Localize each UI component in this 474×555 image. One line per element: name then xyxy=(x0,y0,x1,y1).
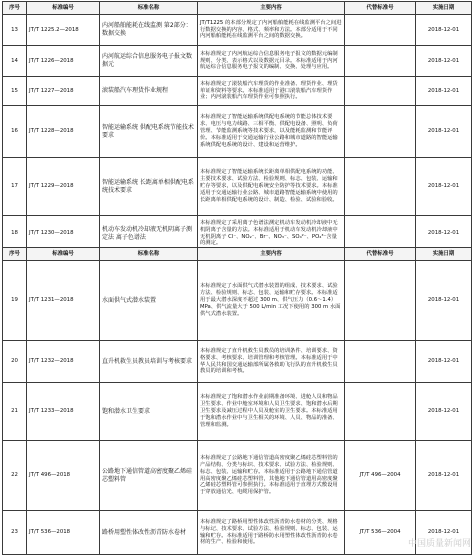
row-content: 本标准规定了智能运输系统供配电系统的节能总体技术要求、电压与电力线路、三相平衡、供配电设备、照明、负荷管理、节能监测系统等技术要求，以及能耗监测和节能评价。本标准适用于交通运输行业公路和城市道路的智能运输系统供配电系统的设计、建设和运营维护。 xyxy=(198,106,345,158)
row-std-no: JT/T 1232—2018 xyxy=(27,341,100,383)
row-date: 2018-12-01 xyxy=(416,216,472,252)
row-std-no: JT/T 1227—2018 xyxy=(27,77,100,106)
row-std-no: JT/T 1230—2018 xyxy=(27,216,100,252)
row-name: 路桥用塑性体改性沥青防水卷材 xyxy=(100,511,198,555)
row-no: 16 xyxy=(3,106,27,158)
header-no: 序号 xyxy=(3,248,27,261)
row-no: 22 xyxy=(3,441,27,511)
header-std-no: 标准编号 xyxy=(27,2,100,15)
row-date: 2018-12-01 xyxy=(416,158,472,216)
row-replaced xyxy=(345,106,416,158)
row-replaced xyxy=(345,77,416,106)
row-std-no: JT/T 496—2018 xyxy=(27,441,100,511)
row-no: 13 xyxy=(3,15,27,46)
row-name: 内河航运综合信息服务电子报文数据元 xyxy=(100,46,198,77)
table-row xyxy=(3,441,472,511)
standards-table-1 xyxy=(2,1,472,252)
table-header-row xyxy=(3,248,472,261)
header-std-no: 标准编号 xyxy=(27,248,100,261)
row-replaced xyxy=(345,158,416,216)
table-row xyxy=(3,15,472,46)
header-date: 实施日期 xyxy=(416,248,472,261)
row-content: 本标准规定了采用离子色谱法测定机动车发动机冷却液中无机阴离子含量的方法。本标准适用于机动车发动机冷却液中无机阴离子 Cl⁻、NO₂⁻、Br⁻、NO₃⁻、SO₄²⁻、PO₄³⁻含量的测定。 xyxy=(198,216,345,252)
table-row xyxy=(3,511,472,555)
row-content: JT/T1225 的本部分规定了内河船舶能耗在线监测平台之间进行数据交换的内容、格式、频率和方法。本部分适用于不同内河船舶能耗在线监测平台之间的数据交换。 xyxy=(198,15,345,46)
row-replaced xyxy=(345,341,416,383)
row-date: 2018-12-01 xyxy=(416,261,472,341)
table-header-row xyxy=(3,2,472,15)
row-content: 本标准规定了滚装船汽车理货的作业准备、理货作业、理货单证和资料等要求。本标准适用于港口滚装船汽车理货作业；内河滚装船汽车理货作业可参照执行。 xyxy=(198,77,345,106)
row-no: 14 xyxy=(3,46,27,77)
row-name: 水面供气式潜水装置 xyxy=(100,261,198,341)
row-name: 智能运输系统 长距离单相供配电系统技术要求 xyxy=(100,158,198,216)
table-row xyxy=(3,341,472,383)
row-date: 2018-12-01 xyxy=(416,341,472,383)
row-replaced: JT/T 496—2004 xyxy=(345,441,416,511)
row-replaced xyxy=(345,261,416,341)
header-name: 标准名称 xyxy=(100,248,198,261)
row-no: 19 xyxy=(3,261,27,341)
table-row xyxy=(3,158,472,216)
row-name: 智能运输系统 供配电系统节能技术要求 xyxy=(100,106,198,158)
row-no: 21 xyxy=(3,383,27,441)
table-row xyxy=(3,261,472,341)
row-no: 17 xyxy=(3,158,27,216)
row-no: 20 xyxy=(3,341,27,383)
header-date: 实施日期 xyxy=(416,2,472,15)
row-date: 2018-12-01 xyxy=(416,77,472,106)
header-replaced: 代替标准号 xyxy=(345,2,416,15)
row-std-no: JT/T 1233—2018 xyxy=(27,383,100,441)
row-date: 2018-12-01 xyxy=(416,441,472,511)
row-content: 本标准规定了直升机救生员教员的培训条件、培训要求、资格要求、考核要求、培训管理和考核管理。本标准适用于中华人民共和国交通运输部所属各救助飞行队的直升机救生员教员的培训和考核。 xyxy=(198,341,345,383)
header-content: 主要内容 xyxy=(198,248,345,261)
row-content: 本标准规定了智能运输系统长距离单相供配电系统的功能、主要技术要求、试验方法、检验规则、标志、包装、运输和贮存等要求，以及供配电系统安全防护等技术要求。本标准适用于交通运输行业公路、城市道路智能运输系统中使用的长距离单相供配电系统的设计、制造、检验、试验和验收。 xyxy=(198,158,345,216)
row-content: 本标准规定了水面供气式潜水装置的组成、技术要求、试验方法、检验规则、标志、包装、运输和贮存要求。本标准适用于最大潜水深度不超过 300 m、供气压力（0.6～1.4）MPa、供气流量大于 500 L/min 工况下使用的 300 m 水面供气式潜水装置。 xyxy=(198,261,345,341)
row-name: 内河船舶能耗在线监测 第2部分：数据交换 xyxy=(100,15,198,46)
row-name: 机动车发动机冷却液无机阴离子测定法 离子色谱法 xyxy=(100,216,198,252)
row-date: 2018-12-01 xyxy=(416,383,472,441)
row-name: 滚装船汽车理货作业规程 xyxy=(100,77,198,106)
row-std-no: JT/T 1225.2—2018 xyxy=(27,15,100,46)
row-std-no: JT/T 1228—2018 xyxy=(27,106,100,158)
row-name: 公路地下通信管道高密度聚乙烯硅芯塑料管 xyxy=(100,441,198,511)
row-replaced xyxy=(345,46,416,77)
row-content: 本标准规定了公路地下通信管道高密度聚乙烯硅芯塑料管的产品结构、分类与标识、技术要求、试验方法、检验规则、标志、包装、运输和贮存。本标准适用于公路地下通信管道用高密度聚乙烯硅芯塑料管，其他地下通信管道用高密度聚乙烯硅芯塑料管可参照执行。本标准适用于直埋方式敷设用于穿放通信光、电缆用保护管。 xyxy=(198,441,345,511)
table-row xyxy=(3,77,472,106)
row-name: 饱和潜水卫生要求 xyxy=(100,383,198,441)
standards-table-2 xyxy=(2,247,472,555)
row-date: 2018-12-01 xyxy=(416,106,472,158)
row-std-no: JT/T 1229—2018 xyxy=(27,158,100,216)
row-replaced xyxy=(345,15,416,46)
header-replaced: 代替标准号 xyxy=(345,248,416,261)
header-no: 序号 xyxy=(3,2,27,15)
row-replaced xyxy=(345,383,416,441)
row-name: 直升机救生员教员培训与考核要求 xyxy=(100,341,198,383)
table-row xyxy=(3,106,472,158)
row-no: 18 xyxy=(3,216,27,252)
table-row xyxy=(3,46,472,77)
table-row xyxy=(3,383,472,441)
row-no: 23 xyxy=(3,511,27,555)
row-content: 本标准规定了饱和潜水作业前期准备环境、进舱人员和物品卫生要求、作业中舱室环境和人员卫生要求、饱和潜水后期卫生要求及减压过程中人员及舱室的卫生要求。本标准适用于饱和潜水作业中与卫生相关的环境、人员、物品的准备、管理和监测。 xyxy=(198,383,345,441)
watermark: 中国质量新闻网 xyxy=(407,539,471,549)
row-std-no: JT/T 1231—2018 xyxy=(27,261,100,341)
header-name: 标准名称 xyxy=(100,2,198,15)
row-no: 15 xyxy=(3,77,27,106)
row-std-no: JT/T 1226—2018 xyxy=(27,46,100,77)
row-date: 2018-12-01 xyxy=(416,46,472,77)
row-std-no: JT/T 536—2018 xyxy=(27,511,100,555)
row-date: 2018-12-01 xyxy=(416,511,472,555)
header-content: 主要内容 xyxy=(198,2,345,15)
row-date: 2018-12-01 xyxy=(416,15,472,46)
row-replaced: JT/T 536—2004 xyxy=(345,511,416,555)
row-content: 本标准规定了内河航运综合信息服务电子报文的数据元编制规则、分类、表示格式以及数据元目录。本标准适用于内河航运综合信息服务电子报文的编制、交换、处理与应用。 xyxy=(198,46,345,77)
row-content: 本标准规定了路桥用塑性体改性沥青防水卷材的分类、规格与标记、技术要求、试验方法、检验规则、标志、包装、运输和贮存。本标准适用于路桥防水用塑性体改性沥青防水卷材的生产、检验和使用。 xyxy=(198,511,345,555)
